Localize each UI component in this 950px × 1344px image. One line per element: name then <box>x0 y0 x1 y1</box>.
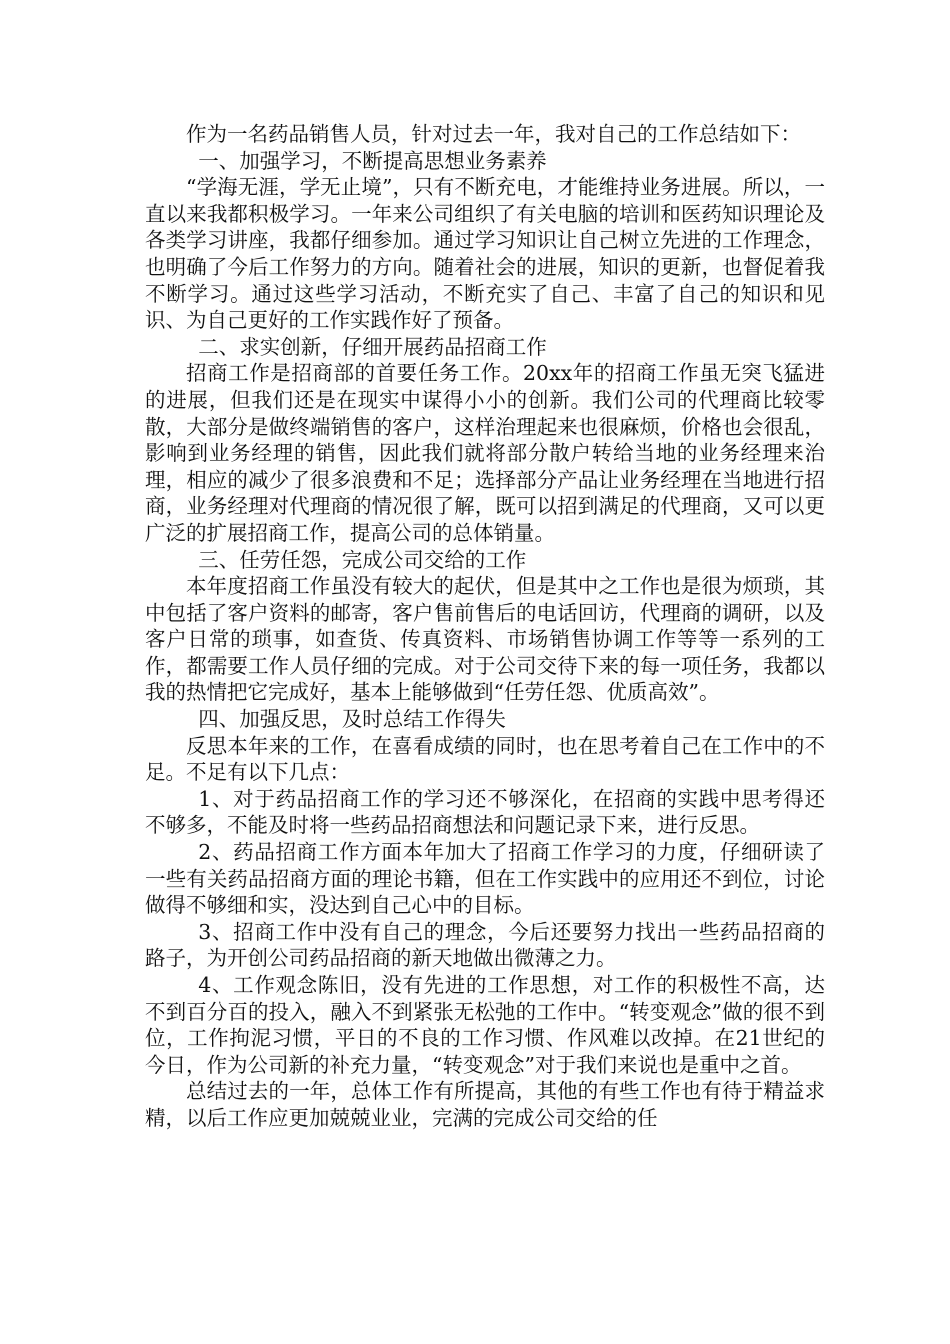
section-paragraph-2: 招商工作是招商部的首要任务工作。20xx年的招商工作虽无突飞猛进的进展，但我们还是在现实中谋得小小的创新。我们公司的代理商比较零散，大部分是做终端销售的客户，这样治理起来也很麻烦，价格也会很乱，影响到业务经理的销售，因此我们就将部分散户转给当地的业务经理来治理，相应的减少了很多浪费和不足；选择部分产品让业务经理在当地进行招商，业务经理对代理商的情况很了解，既可以招到满足的代理商，又可以更广泛的扩展招商工作，提高公司的总体销量。 <box>145 361 825 545</box>
section-heading-3: 三、任劳任怨，完成公司交给的工作 <box>198 547 527 572</box>
section-heading-4: 四、加强反思，及时总结工作得失 <box>198 707 506 732</box>
section-paragraph-3: 本年度招商工作虽没有较大的起伏，但是其中之工作也是很为烦琐，其中包括了客户资料的邮寄，客户售前售后的电话回访，代理商的调研，以及客户日常的琐事，如查货、传真资料、市场销售协调工作等等一系列的工作，都需要工作人员仔细的完成。对于公司交待下来的每一项任务，我都以我的热情把它完成好，基本上能够做到“任劳任怨、优质高效”。 <box>145 574 825 705</box>
section-paragraph-1: “学海无涯，学无止境”，只有不断充电，才能维持业务进展。所以，一直以来我都积极学习。一年来公司组织了有关电脑的培训和医药知识理论及各类学习讲座，我都仔细参加。通过学习知识让自己树立先进的工作理念，也明确了今后工作努力的方向。随着社会的进展，知识的更新，也督促着我不断学习。通过这些学习活动，不断充实了自己、丰富了自己的知识和见识、为自己更好的工作实践作好了预备。 <box>145 175 825 333</box>
intro-paragraph: 作为一名药品销售人员，针对过去一年，我对自己的工作总结如下： <box>186 122 801 146</box>
section-heading-1: 一、加强学习，不断提高思想业务素养 <box>198 148 547 173</box>
list-item-2: 2、药品招商工作方面本年加大了招商工作学习的力度，仔细研读了一些有关药品招商方面的理论书籍，但在工作实践中的应用还不到位，讨论做得不够细和实，没达到自己心中的目标。 <box>145 840 825 918</box>
list-item-4: 4、工作观念陈旧，没有先进的工作思想，对工作的积极性不高，达不到百分百的投入，融入不到紧张无松弛的工作中。“转变观念”做的很不到位，工作拘泥习惯，平日的不良的工作习惯、作风难以改掉。在21世纪的今日，作为公司新的补充力量，“转变观念”对于我们来说也是重中之首。 <box>145 973 825 1077</box>
conclusion-paragraph: 总结过去的一年，总体工作有所提高，其他的有些工作也有待于精益求精，以后工作应更加兢兢业业，完满的完成公司交给的任 <box>145 1079 825 1130</box>
section-paragraph-4: 反思本年来的工作，在喜看成绩的同时，也在思考着自己在工作中的不足。不足有以下几点： <box>145 733 825 785</box>
document-body <box>145 121 825 1132</box>
section-heading-2: 二、求实创新，仔细开展药品招商工作 <box>198 334 547 359</box>
list-item-3: 3、招商工作中没有自己的理念，今后还要努力找出一些药品招商的路子，为开创公司药品招商的新天地做出微薄之力。 <box>145 919 825 971</box>
list-item-1: 1、对于药品招商工作的学习还不够深化，在招商的实践中思考得还不够多，不能及时将一些药品招商想法和问题记录下来，进行反思。 <box>145 786 825 838</box>
